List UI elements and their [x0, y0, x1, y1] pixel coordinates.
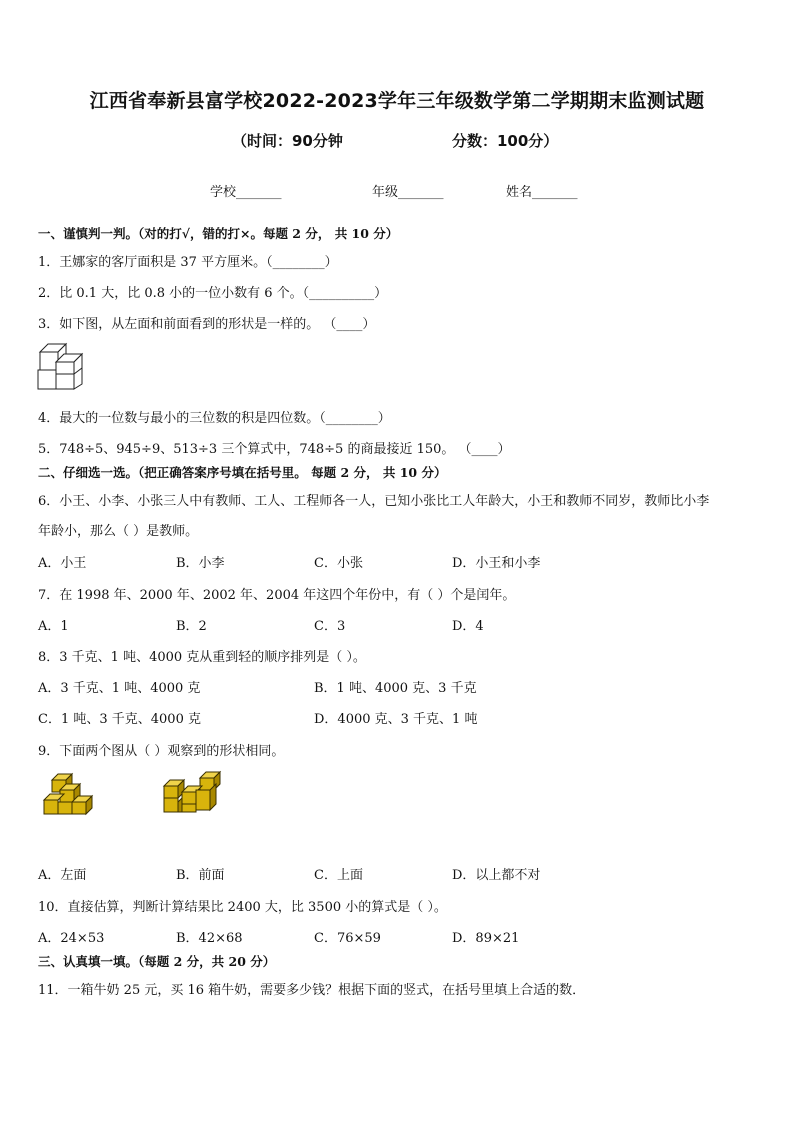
page-title: 江西省奉新县富学校2022-2023学年三年级数学第二学期期末监测试题 — [89, 90, 705, 112]
question-9-figure-right — [160, 770, 226, 820]
q7-option-d[interactable]: D．4 — [452, 619, 484, 634]
q6-option-b[interactable]: B．小李 — [176, 556, 225, 571]
question-11: 11．一箱牛奶 25 元，买 16 箱牛奶，需要多少钱？根据下面的竖式，在括号里填上合适的数． — [38, 983, 586, 998]
q6-option-d[interactable]: D．小王和小李 — [452, 556, 541, 571]
question-9: 9．下面两个图从（ ）观察到的形状相同。 — [38, 744, 285, 759]
grade-field[interactable]: 年级_______ — [372, 185, 444, 200]
q9-option-a[interactable]: A．左面 — [38, 868, 87, 883]
question-7: 7．在 1998 年、2000 年、2002 年、2004 年这四个年份中，有（ ）个是闰年。 — [38, 588, 516, 603]
q6-option-c[interactable]: C．小张 — [314, 556, 363, 571]
school-field[interactable]: 学校_______ — [210, 185, 282, 200]
q9-option-c[interactable]: C．上面 — [314, 868, 363, 883]
q10-option-b[interactable]: B．42×68 — [176, 931, 243, 946]
question-6-line-2: 年龄小，那么（ ）是教师。 — [38, 524, 199, 539]
question-5: 5．748÷5、945÷9、513÷3 三个算式中，748÷5 的商最接近 150。 （____） — [38, 442, 511, 457]
q8-option-b[interactable]: B．1 吨、4000 克、3 千克 — [314, 681, 477, 696]
section-3-heading: 三、认真填一填。（每题 2 分，共 20 分） — [38, 954, 276, 969]
q10-option-a[interactable]: A．24×53 — [38, 931, 105, 946]
question-3-cube-figure — [34, 340, 90, 392]
exam-time: （时间：90分钟 — [232, 132, 343, 150]
question-3: 3．如下图，从左面和前面看到的形状是一样的。 （____） — [38, 317, 376, 332]
section-1-heading: 一、谨慎判一判。（对的打√，错的打×。每题 2 分， 共 10 分） — [38, 226, 399, 241]
question-1: 1．王娜家的客厅面积是 37 平方厘米。（________） — [38, 255, 338, 270]
q7-option-c[interactable]: C．3 — [314, 619, 346, 634]
question-4: 4．最大的一位数与最小的三位数的积是四位数。（________） — [38, 411, 391, 426]
question-10: 10．直接估算，判断计算结果比 2400 大，比 3500 小的算式是（ ）。 — [38, 900, 447, 915]
question-9-figure-left — [42, 770, 102, 820]
q8-option-a[interactable]: A．3 千克、1 吨、4000 克 — [38, 681, 201, 696]
question-8: 8．3 千克、1 吨、4000 克从重到轻的顺序排列是（ ）。 — [38, 650, 366, 665]
q7-option-b[interactable]: B．2 — [176, 619, 207, 634]
q10-option-c[interactable]: C．76×59 — [314, 931, 381, 946]
q9-option-d[interactable]: D．以上都不对 — [452, 868, 541, 883]
q6-option-a[interactable]: A．小王 — [38, 556, 87, 571]
q9-option-b[interactable]: B．前面 — [176, 868, 225, 883]
question-2: 2．比 0.1 大，比 0.8 小的一位小数有 6 个。（__________） — [38, 286, 388, 301]
q8-option-d[interactable]: D．4000 克、3 千克、1 吨 — [314, 712, 478, 727]
name-field[interactable]: 姓名_______ — [506, 185, 578, 200]
exam-score: 分数：100分） — [452, 132, 559, 150]
q10-option-d[interactable]: D．89×21 — [452, 931, 520, 946]
q8-option-c[interactable]: C．1 吨、3 千克、4000 克 — [38, 712, 201, 727]
question-6-line-1: 6．小王、小李、小张三人中有教师、工人、工程师各一人，已知小张比工人年龄大，小王和教师不同岁，教师比小李 — [38, 494, 710, 509]
section-2-heading: 二、仔细选一选。（把正确答案序号填在括号里。 每题 2 分， 共 10 分） — [38, 465, 447, 480]
q7-option-a[interactable]: A．1 — [38, 619, 69, 634]
